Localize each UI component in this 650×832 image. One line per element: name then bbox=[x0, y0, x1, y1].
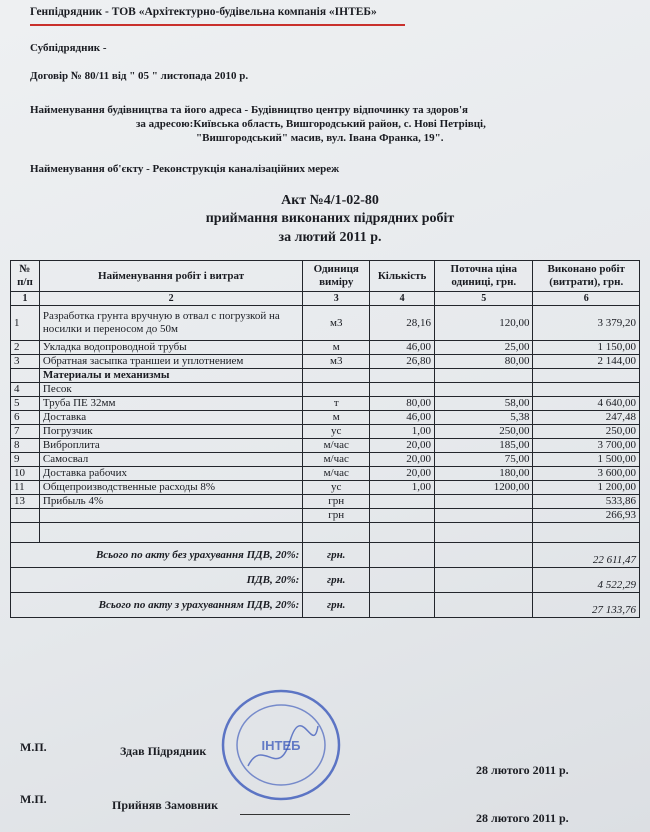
table-row bbox=[11, 439, 640, 453]
col-number: 1 bbox=[11, 292, 40, 306]
cell-price: 250,00 bbox=[435, 425, 533, 439]
header-name: Найменування робіт і витрат bbox=[39, 261, 302, 292]
mp-2: М.П. bbox=[20, 792, 47, 806]
header-total: Виконано робіт (витрати), грн. bbox=[533, 261, 640, 292]
contract-line: Договір № 80/11 від " 05 " листопада 2010 р. bbox=[30, 70, 249, 82]
act-table bbox=[10, 260, 640, 618]
cell-total: 3 700,00 bbox=[533, 439, 640, 453]
cell-price: 185,00 bbox=[435, 439, 533, 453]
cell-price bbox=[435, 495, 533, 509]
cell-no: 4 bbox=[11, 383, 40, 397]
cell-unit: м/час bbox=[303, 439, 370, 453]
cell-total: 533,86 bbox=[533, 495, 640, 509]
act-number: Акт №4/1-02-80 bbox=[281, 193, 379, 208]
cell-qty: 20,00 bbox=[370, 453, 435, 467]
address-line-1: за адресою:Київська область, Вишгородський район, с. Нові Петрівці, bbox=[136, 118, 486, 130]
header-unit: Одиниця виміру bbox=[303, 261, 370, 292]
summary-empty bbox=[435, 543, 533, 568]
date-2: 28 лютого 2011 р. bbox=[476, 811, 569, 825]
cell-name: Погрузчик bbox=[39, 425, 302, 439]
cell-total bbox=[533, 383, 640, 397]
table-row bbox=[11, 411, 640, 425]
cell-unit: грн bbox=[303, 495, 370, 509]
cell-no: 2 bbox=[11, 341, 40, 355]
cell-unit: грн bbox=[303, 509, 370, 523]
cell-name: Разработка грунта вручную в отвал с погрузкой на носилки и переносом до 50м bbox=[39, 306, 302, 341]
stamp-text: ІНТЕБ bbox=[261, 738, 301, 753]
cell-no: 3 bbox=[11, 355, 40, 369]
summary-row bbox=[11, 568, 640, 593]
summary-value: 22 611,47 bbox=[533, 543, 640, 568]
cell-qty bbox=[370, 509, 435, 523]
cell-total: 3 600,00 bbox=[533, 467, 640, 481]
cell-total: 247,48 bbox=[533, 411, 640, 425]
cell-name: Самосвал bbox=[39, 453, 302, 467]
summary-empty bbox=[435, 568, 533, 593]
summary-empty bbox=[370, 543, 435, 568]
cell-qty bbox=[370, 495, 435, 509]
cell-price: 80,00 bbox=[435, 355, 533, 369]
cell-no: 9 bbox=[11, 453, 40, 467]
cell-total: 1 500,00 bbox=[533, 453, 640, 467]
date-1: 28 лютого 2011 р. bbox=[476, 763, 569, 777]
cell-qty: 1,00 bbox=[370, 425, 435, 439]
header-no: № п/п bbox=[11, 261, 40, 292]
col-number: 3 bbox=[303, 292, 370, 306]
cell-price: 25,00 bbox=[435, 341, 533, 355]
cell-name: Обратная засыпка траншеи и уплотнением bbox=[39, 355, 302, 369]
cell-total: 3 379,20 bbox=[533, 306, 640, 341]
summary-unit: грн. bbox=[303, 543, 370, 568]
cell-total: 250,00 bbox=[533, 425, 640, 439]
cell-unit: м3 bbox=[303, 355, 370, 369]
blank-row bbox=[11, 523, 640, 543]
summary-value: 4 522,29 bbox=[533, 568, 640, 593]
cell-no: 6 bbox=[11, 411, 40, 425]
column-number-row bbox=[11, 292, 640, 306]
cell-name: Виброплита bbox=[39, 439, 302, 453]
summary-empty bbox=[370, 593, 435, 618]
table-row bbox=[11, 481, 640, 495]
cell-name: Труба ПЕ 32мм bbox=[39, 397, 302, 411]
cell-price bbox=[435, 383, 533, 397]
cell-qty: 20,00 bbox=[370, 467, 435, 481]
cell-total: 2 144,00 bbox=[533, 355, 640, 369]
cell-qty: 46,00 bbox=[370, 341, 435, 355]
summary-unit: грн. bbox=[303, 593, 370, 618]
cell-name bbox=[39, 509, 302, 523]
signature-line bbox=[240, 814, 350, 815]
cell-price: 58,00 bbox=[435, 397, 533, 411]
table-row bbox=[11, 306, 640, 341]
table-row bbox=[11, 453, 640, 467]
cell-qty bbox=[370, 383, 435, 397]
cell-unit: ус bbox=[303, 481, 370, 495]
cell-no: 11 bbox=[11, 481, 40, 495]
mp-1: М.П. bbox=[20, 740, 47, 754]
cell-qty: 1,00 bbox=[370, 481, 435, 495]
cell-qty: 20,00 bbox=[370, 439, 435, 453]
given-by-contractor: Здав Підрядник bbox=[120, 744, 207, 758]
general-contractor-line: Генпідрядник - ТОВ «Архітектурно-будівельна компанія «ІНТЕБ» bbox=[30, 6, 377, 18]
cell-no: 1 bbox=[11, 306, 40, 341]
cell-price: 5,38 bbox=[435, 411, 533, 425]
section-materials-row bbox=[11, 369, 640, 383]
table-row bbox=[11, 383, 640, 397]
col-number: 4 bbox=[370, 292, 435, 306]
summary-empty bbox=[435, 593, 533, 618]
cell-unit: м3 bbox=[303, 306, 370, 341]
object-line: Найменування об'єкту - Реконструкція каналізаційних мереж bbox=[30, 163, 340, 175]
cell-total: 1 150,00 bbox=[533, 341, 640, 355]
cell-no: 10 bbox=[11, 467, 40, 481]
summary-label: Всього по акту з урахуванням ПДВ, 20%: bbox=[11, 593, 303, 618]
subcontractor-line: Субпідрядник - bbox=[30, 42, 107, 54]
col-number: 2 bbox=[39, 292, 302, 306]
summary-label: ПДВ, 20%: bbox=[11, 568, 303, 593]
building-line: Найменування будівництва та його адреса - Будівництво центру відпочинку та здоров'я bbox=[30, 104, 468, 116]
cell-name: Песок bbox=[39, 383, 302, 397]
cell-unit: м/час bbox=[303, 467, 370, 481]
cell-name: Доставка рабочих bbox=[39, 467, 302, 481]
cell-unit: ус bbox=[303, 425, 370, 439]
red-underline bbox=[30, 24, 405, 26]
cell-name: Прибыль 4% bbox=[39, 495, 302, 509]
cell-unit: м bbox=[303, 411, 370, 425]
cell-qty: 26,80 bbox=[370, 355, 435, 369]
accepted-by-customer: Прийняв Замовник bbox=[112, 798, 218, 812]
cell-qty: 80,00 bbox=[370, 397, 435, 411]
cell-total: 266,93 bbox=[533, 509, 640, 523]
header-price: Поточна ціна одиниці, грн. bbox=[435, 261, 533, 292]
table-row bbox=[11, 467, 640, 481]
summary-value: 27 133,76 bbox=[533, 593, 640, 618]
cell-name: Доставка bbox=[39, 411, 302, 425]
table-header-row bbox=[11, 261, 640, 292]
company-stamp bbox=[218, 686, 344, 804]
cell-name: Укладка водопроводной трубы bbox=[39, 341, 302, 355]
cell-no: 13 bbox=[11, 495, 40, 509]
table-row bbox=[11, 355, 640, 369]
cell-no: 8 bbox=[11, 439, 40, 453]
cell-total: 4 640,00 bbox=[533, 397, 640, 411]
summary-label: Всього по акту без урахування ПДВ, 20%: bbox=[11, 543, 303, 568]
cell-no: 5 bbox=[11, 397, 40, 411]
table-row bbox=[11, 341, 640, 355]
cell-price: 1200,00 bbox=[435, 481, 533, 495]
address-line-2: "Вишгородський" масив, вул. Івана Франка, 19". bbox=[196, 132, 444, 144]
cell-price bbox=[435, 509, 533, 523]
col-number: 5 bbox=[435, 292, 533, 306]
col-number: 6 bbox=[533, 292, 640, 306]
cell-price: 75,00 bbox=[435, 453, 533, 467]
cell-price: 180,00 bbox=[435, 467, 533, 481]
header-qty: Кількість bbox=[370, 261, 435, 292]
act-period: за лютий 2011 р. bbox=[278, 230, 382, 245]
summary-unit: грн. bbox=[303, 568, 370, 593]
summary-row bbox=[11, 593, 640, 618]
table-row bbox=[11, 495, 640, 509]
cell-unit: м/час bbox=[303, 453, 370, 467]
cell-unit: т bbox=[303, 397, 370, 411]
summary-empty bbox=[370, 568, 435, 593]
summary-row bbox=[11, 543, 640, 568]
cell-total: 1 200,00 bbox=[533, 481, 640, 495]
cell-no: 7 bbox=[11, 425, 40, 439]
table-row bbox=[11, 509, 640, 523]
act-title: приймання виконаних підрядних робіт bbox=[205, 211, 455, 226]
cell-unit: м bbox=[303, 341, 370, 355]
cell-qty: 46,00 bbox=[370, 411, 435, 425]
section-materials-label: Материалы и механизмы bbox=[39, 369, 302, 383]
cell-price: 120,00 bbox=[435, 306, 533, 341]
table-row bbox=[11, 425, 640, 439]
cell-no bbox=[11, 509, 40, 523]
cell-unit bbox=[303, 383, 370, 397]
table-row bbox=[11, 397, 640, 411]
cell-name: Общепроизводственные расходы 8% bbox=[39, 481, 302, 495]
cell-qty: 28,16 bbox=[370, 306, 435, 341]
